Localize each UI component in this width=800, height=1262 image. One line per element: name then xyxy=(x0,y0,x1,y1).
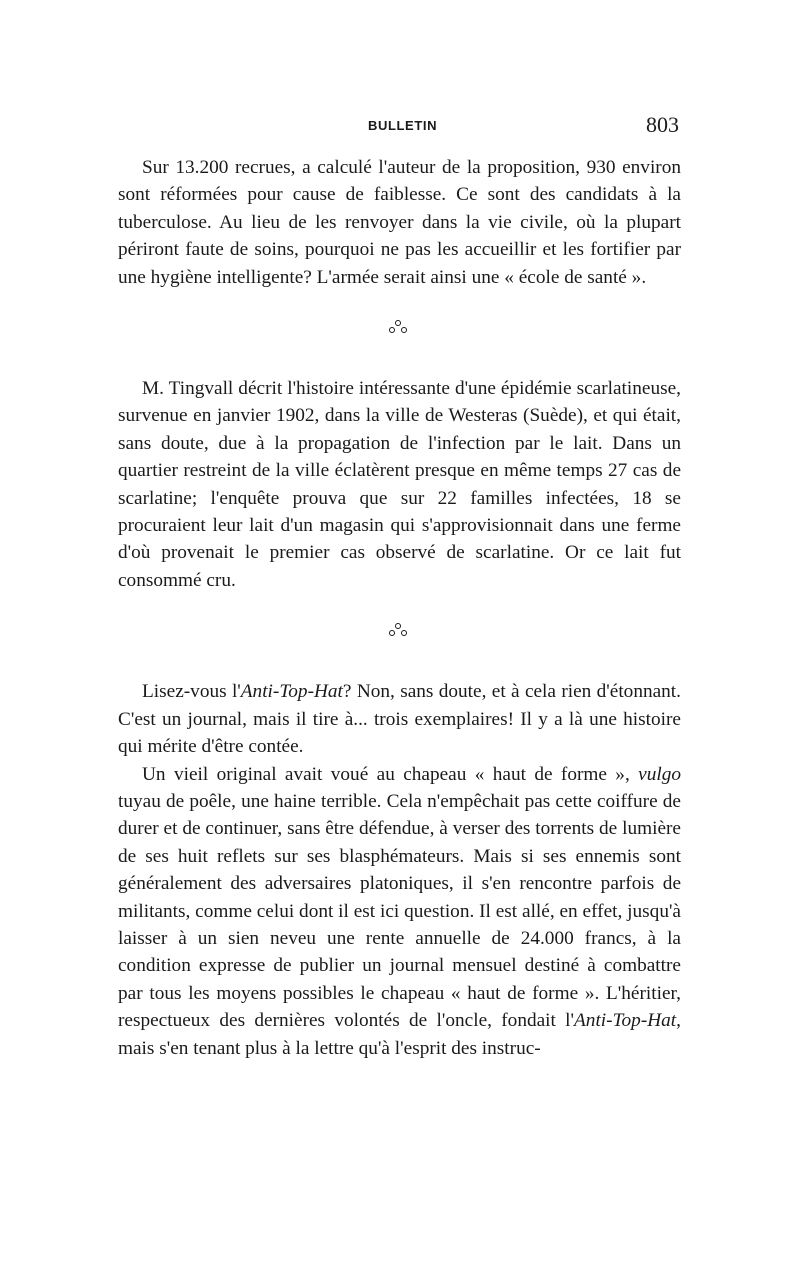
asterism-circle-icon xyxy=(401,327,407,333)
paragraph-text: Un vieil original avait voué au chapeau « haut de forme », xyxy=(142,763,639,785)
latin-term-italic: vulgo xyxy=(638,763,681,785)
asterism-circle-icon xyxy=(389,630,395,636)
asterism-divider xyxy=(118,291,681,375)
paragraph-text: ? Non, sans doute, et à cela rien d'étonnant. C'est un journal, mais il tire à... trois exemplaires! Il y a là une histoire qui mérite d'être contée. xyxy=(118,681,681,758)
asterism-circle-icon xyxy=(389,327,395,333)
paragraph-text: , mais s'en tenant plus à la lettre qu'à l'esprit des instruc- xyxy=(118,1010,681,1059)
asterism-circle-icon xyxy=(401,630,407,636)
book-page xyxy=(118,110,681,1062)
paragraph-recruits: Sur 13.200 recrues, a calculé l'auteur de la proposition, 930 environ sont réformées pour cause de faiblesse. Ce sont des candidats à la tuberculose. Au lieu de les renvoyer dans la vie civile, où la plupart périront faute de soins, pourquoi ne pas les accueillir et les fortifier par une hygiène intelligente? L'armée serait ainsi une « école de santé ». xyxy=(118,157,681,288)
asterism-divider xyxy=(118,594,681,678)
journal-title-italic: Anti-Top-Hat xyxy=(240,681,343,703)
paragraph-anti-top-hat-intro xyxy=(118,678,681,760)
paragraph-scarlatine-epidemic: M. Tingvall décrit l'histoire intéressante d'une épidémie scarlatineuse, survenue en janvier 1902, dans la ville de Westeras (Suède), et qui était, sans doute, due à la propagation de l'infection par le lait. Dans un quartier restreint de la ville éclatèrent presque en même temps 27 cas de scarlatine; l'enquête prouva que sur 22 familles infectées, 18 se procuraient leur lait d'un magasin qui s'approvisionnait dans une ferme d'où provenait le premier cas observé de scarlatine. Or ce lait fut consommé cru. xyxy=(118,378,681,591)
running-title: BULLETIN xyxy=(368,118,438,133)
asterism-circle-icon xyxy=(395,320,401,326)
running-header xyxy=(118,110,681,144)
paragraph-anti-top-hat-story xyxy=(118,761,681,1062)
journal-title-italic: Anti-Top-Hat xyxy=(574,1010,677,1032)
page-number: 803 xyxy=(646,112,679,137)
paragraph-text: Lisez-vous l' xyxy=(142,681,241,703)
paragraph-text: tuyau de poêle, une haine terrible. Cela n'empêchait pas cette coiffure de durer et de continuer, sans être défendue, à verser des torrents de lumière de ses huit reflets sur ses blasphémateurs. Mais si ses ennemis sont généralement des adversaires platoniques, il s'en rencontre parfois de militants, comme celui dont il est ici question. Il est allé, en effet, jusqu'à laisser à un sien neveu une rente annuelle de 24.000 francs, à la condition expresse de publier un journal mensuel destiné à combattre par tous les moyens possibles le chapeau « haut de forme ». L'héritier, respectueux des dernières volontés de l'oncle, fondait l' xyxy=(118,790,681,1032)
asterism-circle-icon xyxy=(395,623,401,629)
